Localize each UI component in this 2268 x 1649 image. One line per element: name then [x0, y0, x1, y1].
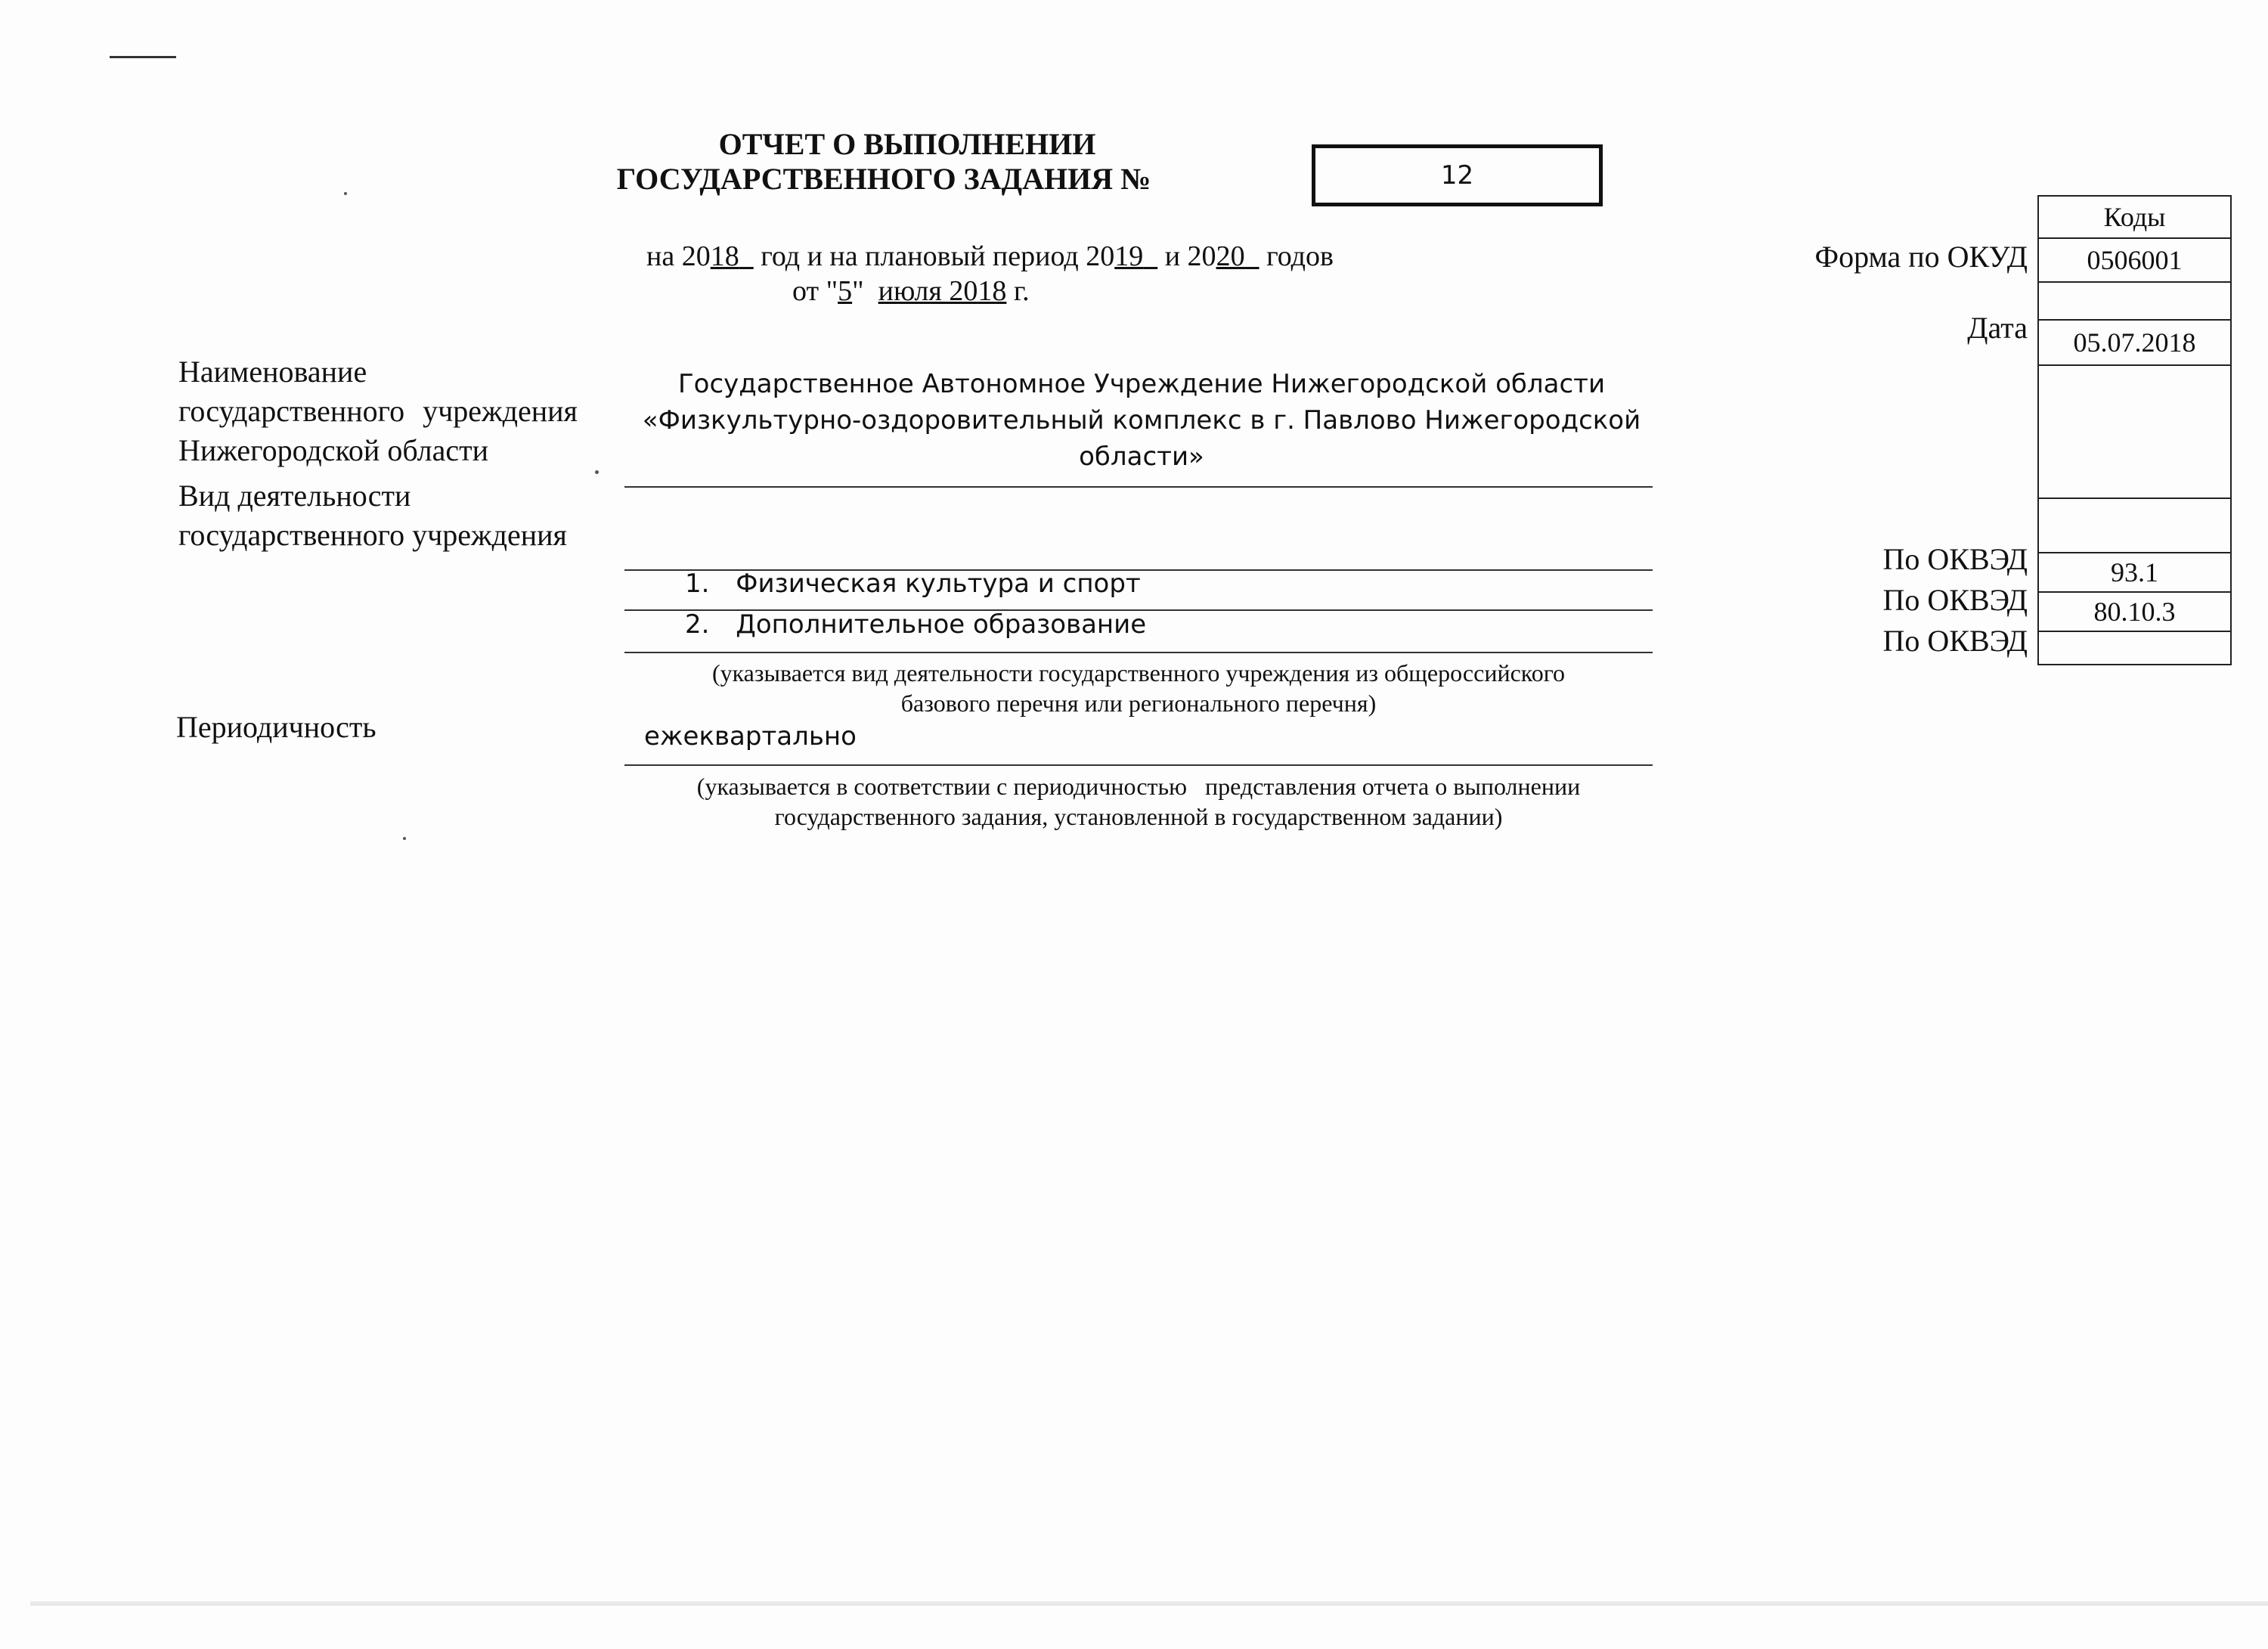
- periodicity-underline: [624, 764, 1653, 766]
- okved-label-1: По ОКВЭД: [1882, 542, 2028, 576]
- okved-value-1: 93.1: [2039, 553, 2230, 593]
- scan-speck: [595, 470, 599, 474]
- activity-item-1: [685, 569, 1141, 599]
- period-line: на 2018 год и на плановый период 2019 и 2020 годов: [646, 240, 1334, 272]
- periodicity-label: Периодичность: [176, 710, 376, 744]
- scan-speck: [344, 192, 347, 195]
- institution-name: Государственное Автономное Учреждение Нижегородской области «Физкультурно-оздоровительный комплекс в г. Павлово Нижегородской области»: [642, 369, 1641, 472]
- okud-label: Форма по ОКУД: [1814, 240, 2028, 274]
- task-number-box: [1312, 144, 1603, 206]
- okved-value-3: [2039, 632, 2230, 667]
- blank-cell: [2039, 283, 2230, 321]
- report-date-line: от "5" июля 2018 г.: [792, 275, 1030, 307]
- codes-table: [2037, 195, 2232, 665]
- title-line-1: ОТЧЕТ О ВЫПОЛНЕНИИ: [718, 127, 1096, 161]
- activity-underline-2: [624, 652, 1653, 653]
- report-date-day: 5: [838, 275, 853, 307]
- okved-label-2: По ОКВЭД: [1882, 583, 2028, 617]
- codes-header: Коды: [2039, 197, 2230, 239]
- activity-item-2-num: 2.: [685, 609, 710, 640]
- periodicity-hint: (указывается в соответствии с периодичностью представления отчета о выполнении государственного задания, установленной в государственном задании): [696, 773, 1581, 830]
- plan-year-1: 19: [1114, 240, 1144, 272]
- report-date-year: 18: [978, 275, 1007, 307]
- title-line-2: ГОСУДАРСТВЕННОГО ЗАДАНИЯ №: [616, 162, 1151, 196]
- institution-label: Наименование государственного учреждения Нижегородской области: [178, 355, 578, 467]
- activity-item-2-text: Дополнительное образование: [736, 609, 1147, 640]
- report-title: [616, 127, 1194, 197]
- activity-hint: (указывается вид деятельности государственного учреждения из общероссийского базового перечня или регионального перечня): [711, 659, 1566, 717]
- okved-label-3: По ОКВЭД: [1882, 624, 2028, 658]
- blank-cell: [2039, 499, 2230, 553]
- okved-value-2: 80.10.3: [2039, 593, 2230, 632]
- date-value: 05.07.2018: [2039, 321, 2230, 366]
- activity-item-2: [685, 609, 1146, 640]
- activity-label: Вид деятельности государственного учреждения: [178, 479, 567, 552]
- blank-cell: [2039, 366, 2230, 499]
- institution-underline: [624, 486, 1653, 488]
- date-label: Дата: [1967, 311, 2028, 345]
- task-number: 12: [1440, 160, 1474, 191]
- plan-year-2: 20: [1216, 240, 1245, 272]
- periodicity-value: ежеквартально: [644, 721, 857, 752]
- okud-value: 0506001: [2039, 239, 2230, 283]
- activity-item-1-num: 1.: [685, 569, 710, 599]
- scan-speck: [403, 837, 406, 840]
- report-year: 18: [710, 240, 739, 272]
- scan-mark: [110, 56, 176, 58]
- activity-item-1-text: Физическая культура и спорт: [736, 569, 1141, 599]
- scan-bottom-edge: [30, 1601, 2268, 1606]
